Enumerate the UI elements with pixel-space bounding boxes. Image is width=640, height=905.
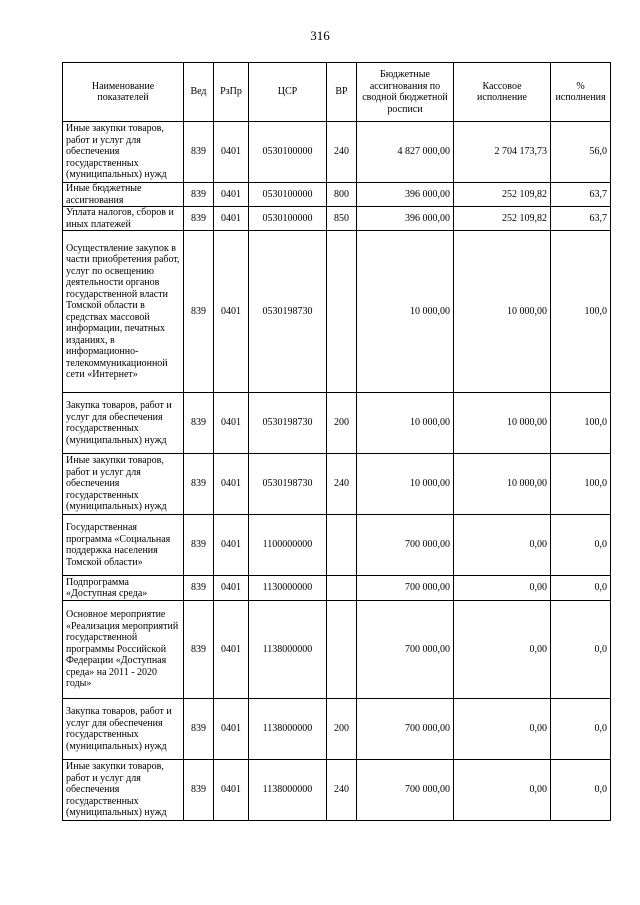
row-ved: 839: [184, 699, 214, 760]
row-csr: 1130000000: [249, 576, 327, 601]
row-vr: 240: [327, 122, 357, 183]
header-csr: ЦСР: [249, 63, 327, 122]
row-vr: [327, 231, 357, 393]
budget-execution-table: [62, 62, 611, 821]
row-csr: 1138000000: [249, 760, 327, 821]
table-row: [63, 515, 611, 576]
header-percent: % исполнения: [551, 63, 611, 122]
row-ved: 839: [184, 207, 214, 231]
table-row: [63, 576, 611, 601]
row-percent: 100,0: [551, 231, 611, 393]
row-csr: 1138000000: [249, 699, 327, 760]
row-ved: 839: [184, 601, 214, 699]
row-rzpr: 0401: [214, 454, 249, 515]
row-percent: 63,7: [551, 183, 611, 207]
header-assignments: Бюджетные ассигнования по сводной бюджетной росписи: [357, 63, 454, 122]
row-ved: 839: [184, 122, 214, 183]
row-csr: 0530100000: [249, 207, 327, 231]
row-percent: 100,0: [551, 454, 611, 515]
row-name: Подпрограмма «Доступная среда»: [63, 576, 184, 601]
row-vr: [327, 601, 357, 699]
row-csr: 0530100000: [249, 183, 327, 207]
row-assignments: 700 000,00: [357, 576, 454, 601]
row-cash-execution: 0,00: [454, 699, 551, 760]
row-assignments: 700 000,00: [357, 601, 454, 699]
row-assignments: 10 000,00: [357, 454, 454, 515]
row-name: Уплата налогов, сборов и иных платежей: [63, 207, 184, 231]
row-name: Государственная программа «Социальная поддержка населения Томской области»: [63, 515, 184, 576]
table-header-row: [63, 63, 611, 122]
row-ved: 839: [184, 183, 214, 207]
table-row: [63, 183, 611, 207]
table-row: [63, 122, 611, 183]
row-csr: 1138000000: [249, 601, 327, 699]
row-name: Закупка товаров, работ и услуг для обеспечения государственных (муниципальных) нужд: [63, 699, 184, 760]
row-cash-execution: 0,00: [454, 576, 551, 601]
row-vr: 240: [327, 760, 357, 821]
row-rzpr: 0401: [214, 183, 249, 207]
row-rzpr: 0401: [214, 576, 249, 601]
row-rzpr: 0401: [214, 122, 249, 183]
row-assignments: 700 000,00: [357, 515, 454, 576]
row-ved: 839: [184, 393, 214, 454]
row-assignments: 396 000,00: [357, 207, 454, 231]
row-cash-execution: 252 109,82: [454, 183, 551, 207]
row-vr: 240: [327, 454, 357, 515]
table-row: [63, 699, 611, 760]
row-name: Иные закупки товаров, работ и услуг для обеспечения государственных (муниципальных) нужд: [63, 122, 184, 183]
row-rzpr: 0401: [214, 207, 249, 231]
row-csr: 1100000000: [249, 515, 327, 576]
header-vr: ВР: [327, 63, 357, 122]
row-assignments: 700 000,00: [357, 760, 454, 821]
row-csr: 0530100000: [249, 122, 327, 183]
row-rzpr: 0401: [214, 601, 249, 699]
row-rzpr: 0401: [214, 393, 249, 454]
row-percent: 100,0: [551, 393, 611, 454]
row-percent: 63,7: [551, 207, 611, 231]
row-cash-execution: 0,00: [454, 515, 551, 576]
row-rzpr: 0401: [214, 760, 249, 821]
row-assignments: 10 000,00: [357, 393, 454, 454]
row-percent: 0,0: [551, 699, 611, 760]
row-vr: 850: [327, 207, 357, 231]
header-name: Наименование показателей: [63, 63, 184, 122]
row-name: Иные закупки товаров, работ и услуг для обеспечения государственных (муниципальных) нужд: [63, 760, 184, 821]
row-name: Иные бюджетные ассигнования: [63, 183, 184, 207]
row-ved: 839: [184, 231, 214, 393]
row-ved: 839: [184, 515, 214, 576]
page-number: 316: [310, 28, 330, 43]
row-cash-execution: 10 000,00: [454, 231, 551, 393]
table-row: [63, 231, 611, 393]
header-rzpr: РзПр: [214, 63, 249, 122]
row-vr: 200: [327, 699, 357, 760]
table-row: [63, 454, 611, 515]
row-rzpr: 0401: [214, 515, 249, 576]
row-vr: [327, 515, 357, 576]
row-vr: [327, 576, 357, 601]
row-ved: 839: [184, 454, 214, 515]
header-ved: Вед: [184, 63, 214, 122]
table-row: [63, 207, 611, 231]
row-csr: 0530198730: [249, 393, 327, 454]
row-percent: 56,0: [551, 122, 611, 183]
table-row: [63, 393, 611, 454]
row-name: Основное мероприятие «Реализация мероприятий государственной программы Российской Федерации «Доступная среда» на 2011 - 2020 годы»: [63, 601, 184, 699]
row-assignments: 396 000,00: [357, 183, 454, 207]
row-rzpr: 0401: [214, 231, 249, 393]
row-vr: 200: [327, 393, 357, 454]
row-assignments: 4 827 000,00: [357, 122, 454, 183]
row-rzpr: 0401: [214, 699, 249, 760]
row-percent: 0,0: [551, 515, 611, 576]
row-ved: 839: [184, 576, 214, 601]
row-cash-execution: 252 109,82: [454, 207, 551, 231]
row-vr: 800: [327, 183, 357, 207]
row-csr: 0530198730: [249, 454, 327, 515]
row-name: Осуществление закупок в части приобретения работ, услуг по освещению деятельности органов государственной власти Томской области в средствах массовой информации, печатных изданиях, в информационно-телекоммуникационной сети «Интернет»: [63, 231, 184, 393]
row-ved: 839: [184, 760, 214, 821]
table-row: [63, 601, 611, 699]
row-percent: 0,0: [551, 576, 611, 601]
row-assignments: 700 000,00: [357, 699, 454, 760]
row-name: Закупка товаров, работ и услуг для обеспечения государственных (муниципальных) нужд: [63, 393, 184, 454]
row-cash-execution: 0,00: [454, 760, 551, 821]
header-cash-execution: Кассовое исполнение: [454, 63, 551, 122]
table-row: [63, 760, 611, 821]
row-assignments: 10 000,00: [357, 231, 454, 393]
row-percent: 0,0: [551, 760, 611, 821]
row-percent: 0,0: [551, 601, 611, 699]
row-csr: 0530198730: [249, 231, 327, 393]
row-cash-execution: 2 704 173,73: [454, 122, 551, 183]
row-cash-execution: 0,00: [454, 601, 551, 699]
row-name: Иные закупки товаров, работ и услуг для обеспечения государственных (муниципальных) нужд: [63, 454, 184, 515]
row-cash-execution: 10 000,00: [454, 454, 551, 515]
row-cash-execution: 10 000,00: [454, 393, 551, 454]
